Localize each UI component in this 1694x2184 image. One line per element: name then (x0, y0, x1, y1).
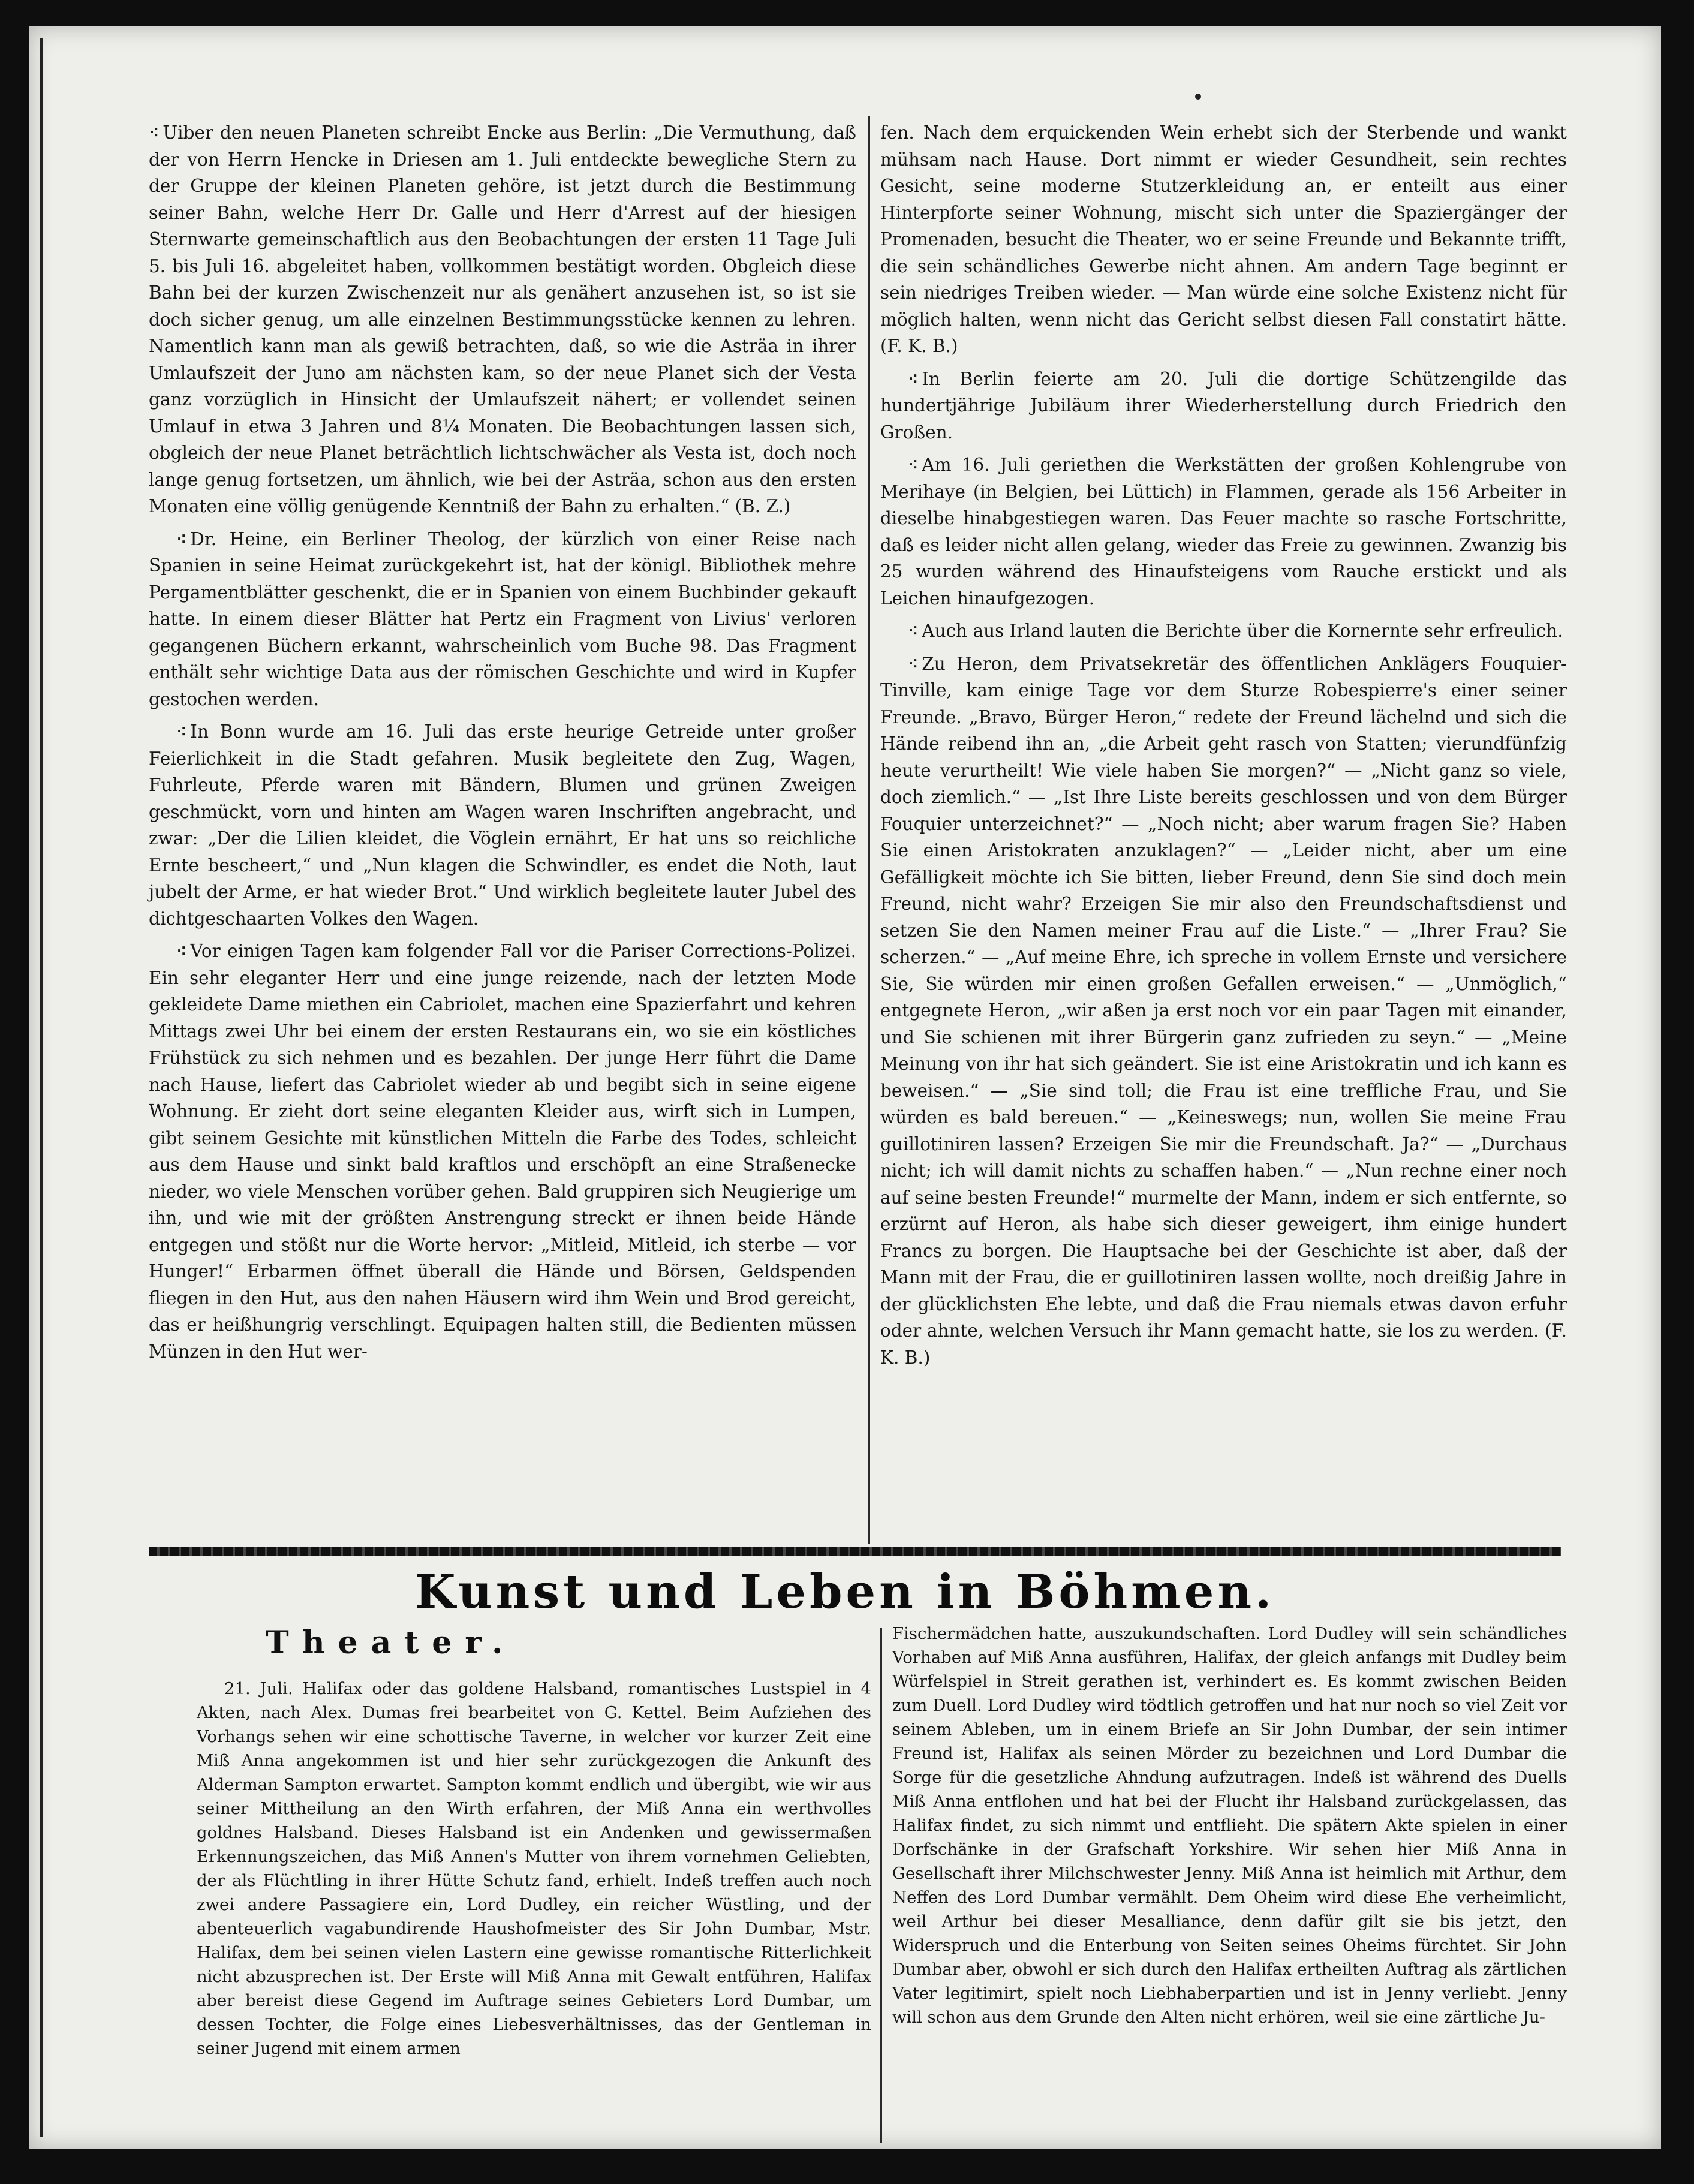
bottom-right-column (892, 1622, 1567, 2137)
page-border-left (40, 38, 43, 2137)
top-right-column (880, 119, 1567, 1559)
article-paris: ⁖ Vor einigen Tagen kam folgender Fall vor die Pariser Corrections-Polizei. Ein sehr eleganter Herr und eine junge reizende, nach der letzten Mode gekleidete Dame miethen ein Cabriolet, machen eine Spazierfahrt und kehren Mittags zwei Uhr bei einem der ersten Restaurans ein, wo sie ein köstliches Frühstück zu sich nehmen und es bezahlen. Der junge Herr führt die Dame nach Hause, liefert das Cabriolet wieder ab und begibt sich in seine eigene Wohnung. Er zieht dort seine eleganten Kleider aus, wirft sich in Lumpen, gibt seinem Gesichte mit künstlichen Mitteln die Farbe des Todes, schleicht aus dem Hause und sinkt bald kraftlos und erschöpft an eine Straßenecke nieder, wo viele Menschen vorüber gehen. Bald gruppiren sich Neugierige um ihn, und wie mit der größten Anstrengung streckt er ihnen beide Hände entgegen und stößt nur die Worte hervor: „Mitleid, Mitleid, ich sterbe — vor Hunger!“ Erbarmen öffnet überall die Hände und Börsen, Geldspenden fliegen in den Hut, aus den nahen Häusern wird ihm Wein und Brod gereicht, das er heißhungrig verschlingt. Equipagen halten still, die Bedienten müssen Münzen in den Hut wer- (149, 940, 856, 1362)
theater-review-continued: Fischermädchen hatte, auszukundschaften. Lord Dudley will sein schändliches Vorhaben auf Miß Anna ausführen, Halifax, der gleich anfangs mit Dudley beim Würfelspiel in Streit gerathen ist, verhindert es. Es kommt zwischen Beiden zum Duell. Lord Dudley wird tödtlich getroffen und hat nur noch so viel Zeit vor seinem Ableben, um in einem Briefe an Sir John Dumbar, der sein intimer Freund ist, Halifax als seinen Mörder zu bezeichnen und Lord Dumbar die Sorge für die gesetzliche Ahndung aufzutragen. Indeß ist während des Duells Miß Anna entflohen und hat bei der Flucht ihr Halsband zurückgelassen, das Halifax findet, zu sich nimmt und entflieht. Die spätern Akte spielen in einer Dorfschänke in der Grafschaft Yorkshire. Wir sehen hier Miß Anna in Gesellschaft ihrer Milchschwester Jenny. Miß Anna ist heimlich mit Arthur, dem Neffen des Lord Dumbar vermählt. Dem Oheim wird diese Ehe verheimlicht, weil Arthur bei dieser Mesalliance, denn dafür gilt sie bis jetzt, den Widerspruch und die Enterbung von Seiten seines Oheims fürchtet. Sir John Dumbar aber, obwohl er sich durch den Halifax ertheilten Auftrag als zärtlichen Vater legitimirt, spielt noch Liebhaberpartien und ist in Jenny verliebt. Jenny will schon aus dem Grunde den Alten nicht erhören, weil sie eine zärtliche Ju- (892, 1624, 1567, 2027)
article-planet: ⁖ Uiber den neuen Planeten schreibt Encke aus Berlin: „Die Vermuthung, daß der von Herrn Hencke in Driesen am 1. Juli entdeckte bewegliche Stern zu der Gruppe der kleinen Planeten gehöre, ist jetzt durch die Bestimmung seiner Bahn, welche Herr Dr. Galle und Herr d'Arrest auf der hiesigen Sternwarte gemeinschaftlich aus den Beobachtungen der ersten 11 Tage Juli 5. bis Juli 16. abgeleitet haben, vollkommen bestätigt worden. Obgleich diese Bahn bei der kurzen Zwischenzeit nur als genähert anzusehen ist, so ist sie doch sicher genug, um alle einzelnen Bestimmungsstücke kennen zu lehren. Namentlich kann man als gewiß betrachten, daß, so wie die Asträa in ihrer Umlaufszeit der Juno am nächsten kam, so der neue Planet sich der Vesta ganz vorzüglich in Hinsicht der Umlaufszeit nähert; er vollendet seinen Umlauf in etwa 3 Jahren und 8¼ Monaten. Die Beobachtungen lassen sich, obgleich der neue Planet beträchtlich lichtschwächer als Vesta ist, doch noch lange genug fortsetzen, um ähnlich, wie bei der Asträa, schon aus den ersten Monaten eine völlig genügende Kenntniß der Bahn zu erhalten.“ (B. Z.) (149, 122, 856, 516)
section-divider (149, 1547, 1561, 1556)
top-left-column (149, 119, 856, 1559)
top-column-divider (868, 116, 870, 1544)
theater-review: 21. Juli. Halifax oder das goldene Halsband, romantisches Lustspiel in 4 Akten, nach Alex. Dumas frei bearbeitet von G. Kettel. Beim Aufziehen des Vorhangs sehen wir eine schottische Taverne, in welcher vor kurzer Zeit eine Miß Anna angekommen ist und hier sehr zurückgezogen die Ankunft des Alderman Sampton erwartet. Sampton kommt endlich und übergibt, wie wir aus seiner Mittheilung an den Wirth erfahren, der Miß Anna ein werthvolles goldnes Halsband. Dieses Halsband ist ein Andenken und gewissermaßen Erkennungszeichen, das Miß Annen's Mutter von ihrem vornehmen Geliebten, der als Flüchtling in ihrer Hütte Schutz fand, erhielt. Indeß treffen auch noch zwei andere Passagiere ein, Lord Dudley, ein reicher Wüstling, und der abenteuerlich vagabundirende Haushofmeister des Sir John Dumbar, Mstr. Halifax, dem bei seinen vielen Lastern eine gewisse romantische Ritterlichkeit nicht abzusprechen ist. Der Erste will Miß Anna mit Gewalt entführen, Halifax aber bereist diese Gegend im Auftrage seines Gebieters Lord Dumbar, um dessen Tochter, die Folge eines Liebesverhältnisses, das der Gentleman in seiner Jugend mit einem armen (197, 1679, 871, 2058)
article-berlin: ⁖ In Berlin feierte am 20. Juli die dortige Schützengilde das hundertjährige Jubiläum ihrer Wiederherstellung durch Friedrich den Großen. (880, 368, 1567, 443)
article-merihaye: ⁖ Am 16. Juli geriethen die Werkstätten der großen Kohlengrube von Merihaye (in Belgien, bei Lüttich) in Flammen, gerade als 156 Arbeiter in dieselbe hinabgestiegen waren. Das Feuer machte so rasche Fortschritte, daß es leider nicht allen gelang, wieder das Freie zu gewinnen. Zwanzig bis 25 wurden während des Hinaufsteigens vom Rauche erstickt und als Leichen hinaufgezogen. (880, 454, 1567, 609)
newspaper-page (29, 26, 1661, 2149)
bottom-left-column (197, 1677, 871, 2132)
article-heron: ⁖ Zu Heron, dem Privatsekretär des öffentlichen Anklägers Fouquier-Tinville, kam einige Tage vor dem Sturze Robespierre's einer seiner Freunde. „Bravo, Bürger Heron,“ redete der Freund lächelnd und sich die Hände reibend ihn an, „die Arbeit geht rasch von Statten; vierundfünfzig heute verurtheilt! Wie viele haben Sie morgen?“ — „Nicht ganz so viele, doch ziemlich.“ — „Ist Ihre Liste bereits geschlossen und von dem Bürger Fouquier unterzeichnet?“ — „Noch nicht; aber warum fragen Sie? Haben Sie einen Aristokraten anzuklagen?“ — „Leider nicht, aber um eine Gefälligkeit möchte ich Sie bitten, lieber Freund, denn Sie sind doch mein Freund, nicht wahr? Erzeigen Sie mir also den Freundschaftsdienst und setzen Sie den Namen meiner Frau auf die Liste.“ — „Ihrer Frau? Sie scherzen.“ — „Auf meine Ehre, ich spreche in vollem Ernste und versichere Sie, Sie würden mir einen großen Gefallen erweisen.“ — „Unmöglich,“ entgegnete Heron, „wir aßen ja erst noch vor ein paar Tagen mit einander, und Sie schienen mit ihrer Bürgerin ganz zufrieden zu seyn.“ — „Meine Meinung von ihr hat sich geändert. Sie ist eine Aristokratin und ich kann es beweisen.“ — „Sie sind toll; die Frau ist eine treffliche Frau, und Sie würden es bald bereuen.“ — „Keineswegs; nun, wollen Sie meine Frau guillotiniren lassen? Erzeigen Sie mir die Freundschaft. Ja?“ — „Durchaus nicht; ich will damit nichts zu schaffen haben.“ — „Nun rechne einer noch auf seine besten Freunde!“ murmelte der Mann, indem er sich entfernte, so erzürnt auf Heron, als habe sich dieser geweigert, ihm einige hundert Francs zu borgen. Die Hauptsache bei der Geschichte ist aber, daß der Mann mit der Frau, die er guillotiniren lassen wollte, noch dreißig Jahre in der glücklichsten Ehe lebte, und daß die Frau niemals etwas davon erfuhr oder ahnte, welchen Versuch ihr Mann gemacht hatte, sie los zu werden. (F. K. B.) (880, 652, 1567, 1368)
article-heine: ⁖ Dr. Heine, ein Berliner Theolog, der kürzlich von einer Reise nach Spanien in seine Heimat zurückgekehrt ist, hat der königl. Bibliothek mehre Pergamentblätter geschenkt, die er in Spanien von einem Buchbinder gekauft hatte. In einem dieser Blätter hat Pertz ein Fragment von Livius' verloren gegangenen Büchern erkannt, wahrscheinlich vom Buche 98. Das Fragment enthält sehr wichtige Data aus der römischen Geschichte und wird in Kupfer gestochen werden. (149, 528, 856, 709)
section-heading: Kunst und Leben in Böhmen. (414, 1565, 1275, 1619)
article-irland: ⁖ Auch aus Irland lauten die Berichte über die Kornernte sehr erfreulich. (908, 620, 1563, 641)
article-bonn: ⁖ In Bonn wurde am 16. Juli das erste heurige Getreide unter großer Feierlichkeit in die Stadt gefahren. Musik begleitete den Zug, Wagen, Fuhrleute, Pferde waren mit Bändern, Blumen und grünen Zweigen geschmückt, vorn und hinten am Wagen waren Inschriften angebracht, und zwar: „Der die Lilien kleidet, die Vöglein ernährt, Er hat uns so reichliche Ernte bescheert,“ und „Nun klagen die Schwindler, es endet die Noth, laut jubelt der Arme, er hat wieder Brot.“ Und wirklich begleitete lauter Jubel des dichtgeschaarten Volkes den Wagen. (149, 721, 856, 929)
page-dot-mark (1195, 94, 1201, 100)
article-paris-continued: fen. Nach dem erquickenden Wein erhebt sich der Sterbende und wankt mühsam nach Hause. Dort nimmt er wieder Gesundheit, sein rechtes Gesicht, seine moderne Stutzerkleidung an, er enteilt aus einer Hinterpforte seiner Wohnung, mischt sich unter die Spaziergänger der Promenaden, besucht die Theater, wo er seine Freunde und Bekannte trifft, die sein schändliches Gewerbe nicht ahnen. Am andern Tage beginnt er sein niedriges Treiben wieder. — Man würde eine solche Existenz nicht für möglich halten, wenn nicht das Gericht selbst diesen Fall constatirt hätte. (F. K. B.) (880, 122, 1567, 356)
bottom-column-divider (880, 1628, 882, 2143)
theater-subheading: Theater. (266, 1625, 516, 1661)
